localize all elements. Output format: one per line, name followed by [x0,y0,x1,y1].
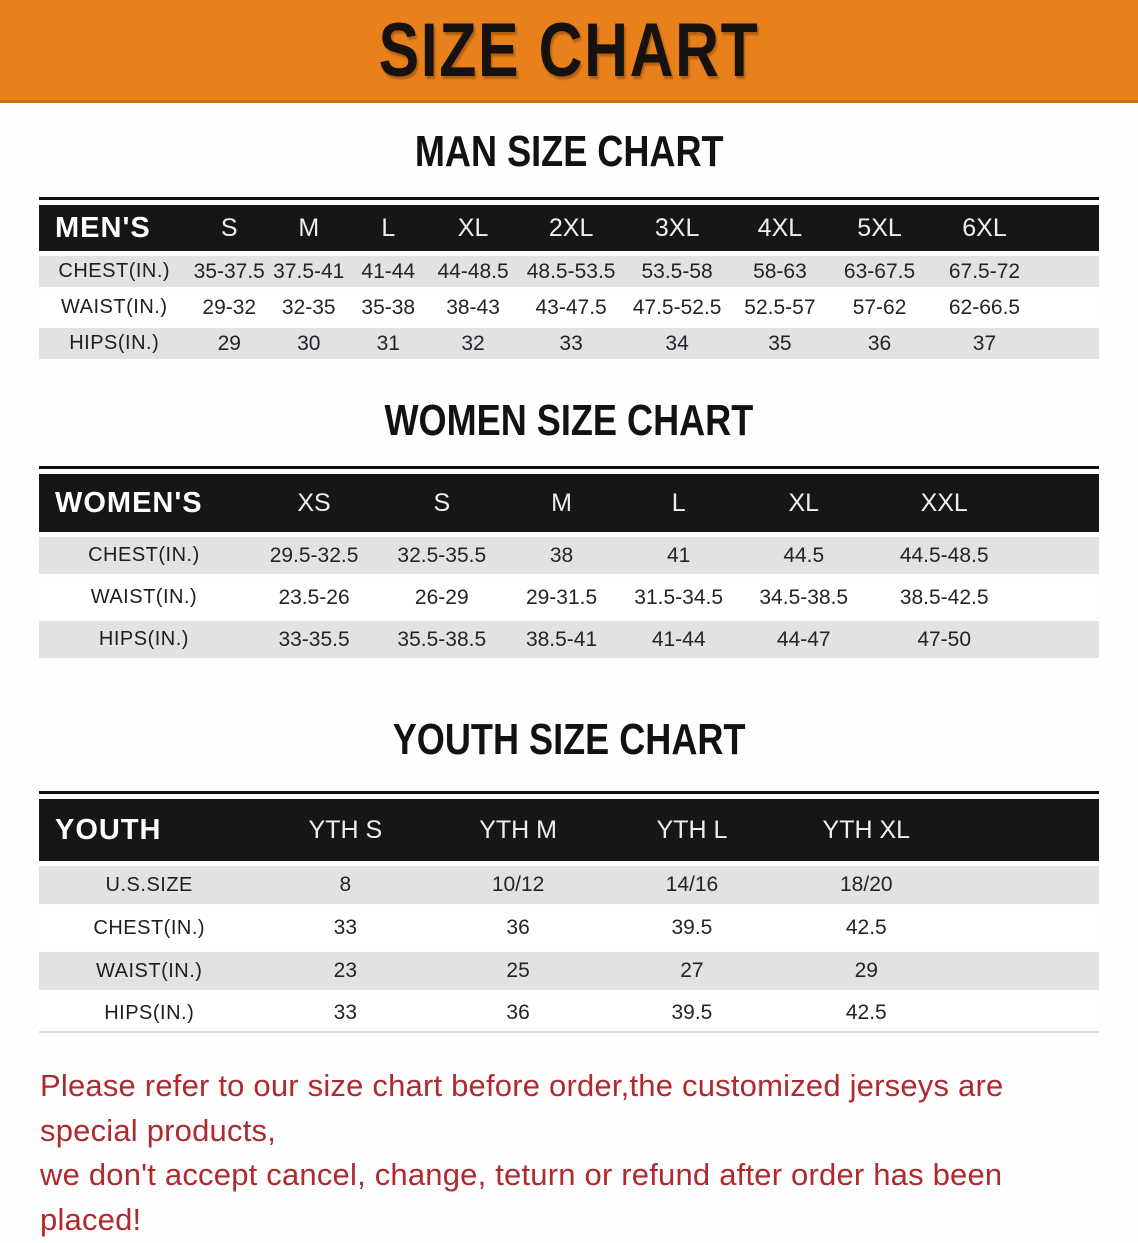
cell: 41 [619,537,739,574]
cell: 36 [431,995,605,1033]
womens-hips-row [39,621,1099,658]
filler-cell [1040,256,1099,287]
banner-title: SIZE CHART [378,7,760,93]
cell: 67.5-72 [929,256,1039,287]
cell: 47.5-52.5 [624,292,730,323]
youth-col-l: YTH L [605,799,779,861]
youth-col-m: YTH M [431,799,605,861]
cell: 44-48.5 [428,256,518,287]
cell: 38.5-42.5 [869,579,1020,616]
cell: 34 [624,328,730,359]
row-label: CHEST(IN.) [39,537,249,574]
cell: 37 [929,328,1039,359]
cell: 41-44 [619,621,739,658]
cell: 63-67.5 [830,256,930,287]
womens-chest-row [39,537,1099,574]
disclaimer-line-2: we don't accept cancel, change, teturn or refund after order has been placed! [40,1157,1003,1237]
row-label: WAIST(IN.) [39,952,259,990]
mens-col-l: L [349,205,429,251]
mens-col-4xl: 4XL [730,205,830,251]
cell: 33 [259,909,431,947]
cell: 14/16 [605,866,779,904]
filler-cell [954,799,1099,861]
cell: 26-29 [379,579,504,616]
womens-col-l: L [619,474,739,532]
women-section-heading: WOMEN SIZE CHART [384,396,754,445]
row-label: CHEST(IN.) [39,256,190,287]
cell: 36 [830,328,930,359]
filler-cell [1019,537,1099,574]
filler-cell [954,952,1099,990]
cell: 62-66.5 [929,292,1039,323]
cell: 18/20 [779,866,954,904]
womens-header-row [39,474,1099,532]
filler-cell [1019,579,1099,616]
cell: 42.5 [779,995,954,1033]
cell: 39.5 [605,995,779,1033]
youth-chest-row [39,909,1099,947]
youth-ussize-row [39,866,1099,904]
cell: 10/12 [431,866,605,904]
cell: 33-35.5 [249,621,379,658]
mens-col-m: M [269,205,349,251]
cell: 30 [269,328,349,359]
womens-col-xl: XL [739,474,869,532]
womens-table [39,469,1099,663]
cell: 33 [259,995,431,1033]
cell: 38-43 [428,292,518,323]
mens-header-row [39,205,1099,251]
mens-corner-label: MEN'S [39,205,190,251]
youth-col-s: YTH S [259,799,431,861]
row-label: WAIST(IN.) [39,292,190,323]
row-label: CHEST(IN.) [39,909,259,947]
cell: 44.5 [739,537,869,574]
womens-corner-label: WOMEN'S [39,474,249,532]
filler-cell [954,909,1099,947]
mens-chest-row [39,256,1099,287]
youth-size-table [39,791,1099,1038]
cell: 29.5-32.5 [249,537,379,574]
mens-col-xl: XL [428,205,518,251]
mens-col-s: S [190,205,270,251]
youth-col-xl: YTH XL [779,799,954,861]
cell: 52.5-57 [730,292,830,323]
filler-cell [1019,621,1099,658]
row-label: HIPS(IN.) [39,621,249,658]
cell: 29-31.5 [504,579,618,616]
womens-col-xs: XS [249,474,379,532]
cell: 38 [504,537,618,574]
cell: 37.5-41 [269,256,349,287]
cell: 8 [259,866,431,904]
mens-table [39,200,1099,364]
cell: 34.5-38.5 [739,579,869,616]
cell: 48.5-53.5 [518,256,624,287]
womens-size-table [39,466,1099,663]
mens-col-6xl: 6XL [929,205,1039,251]
cell: 58-63 [730,256,830,287]
cell: 27 [605,952,779,990]
mens-col-3xl: 3XL [624,205,730,251]
cell: 35-38 [349,292,429,323]
cell: 35 [730,328,830,359]
filler-cell [1040,292,1099,323]
cell: 23 [259,952,431,990]
cell: 36 [431,909,605,947]
cell: 29 [779,952,954,990]
cell: 29-32 [190,292,270,323]
cell: 35.5-38.5 [379,621,504,658]
cell: 32.5-35.5 [379,537,504,574]
row-label: HIPS(IN.) [39,995,259,1033]
row-label: HIPS(IN.) [39,328,190,359]
cell: 39.5 [605,909,779,947]
mens-waist-row [39,292,1099,323]
disclaimer-text [40,1064,1110,1243]
cell: 31.5-34.5 [619,579,739,616]
womens-waist-row [39,579,1099,616]
cell: 53.5-58 [624,256,730,287]
cell: 47-50 [869,621,1020,658]
size-chart-banner [0,0,1138,103]
row-label: U.S.SIZE [39,866,259,904]
filler-cell [1040,328,1099,359]
youth-waist-row [39,952,1099,990]
womens-col-xxl: XXL [869,474,1020,532]
filler-cell [954,866,1099,904]
cell: 32 [428,328,518,359]
mens-size-table [39,197,1099,364]
cell: 57-62 [830,292,930,323]
cell: 44-47 [739,621,869,658]
cell: 42.5 [779,909,954,947]
cell: 25 [431,952,605,990]
cell: 43-47.5 [518,292,624,323]
youth-table [39,794,1099,1038]
youth-corner-label: YOUTH [39,799,259,861]
man-section-heading: MAN SIZE CHART [414,127,724,176]
cell: 44.5-48.5 [869,537,1020,574]
womens-col-s: S [379,474,504,532]
filler-cell [1040,205,1099,251]
youth-hips-row [39,995,1099,1033]
filler-cell [1019,474,1099,532]
cell: 23.5-26 [249,579,379,616]
cell: 29 [190,328,270,359]
cell: 41-44 [349,256,429,287]
cell: 33 [518,328,624,359]
cell: 31 [349,328,429,359]
filler-cell [954,995,1099,1033]
youth-header-row [39,799,1099,861]
youth-section-heading: YOUTH SIZE CHART [392,715,746,764]
disclaimer-line-1: Please refer to our size chart before order,the customized jerseys are special products, [40,1068,1004,1148]
cell: 38.5-41 [504,621,618,658]
mens-hips-row [39,328,1099,359]
mens-col-2xl: 2XL [518,205,624,251]
cell: 32-35 [269,292,349,323]
womens-col-m: M [504,474,618,532]
row-label: WAIST(IN.) [39,579,249,616]
cell: 35-37.5 [190,256,270,287]
mens-col-5xl: 5XL [830,205,930,251]
